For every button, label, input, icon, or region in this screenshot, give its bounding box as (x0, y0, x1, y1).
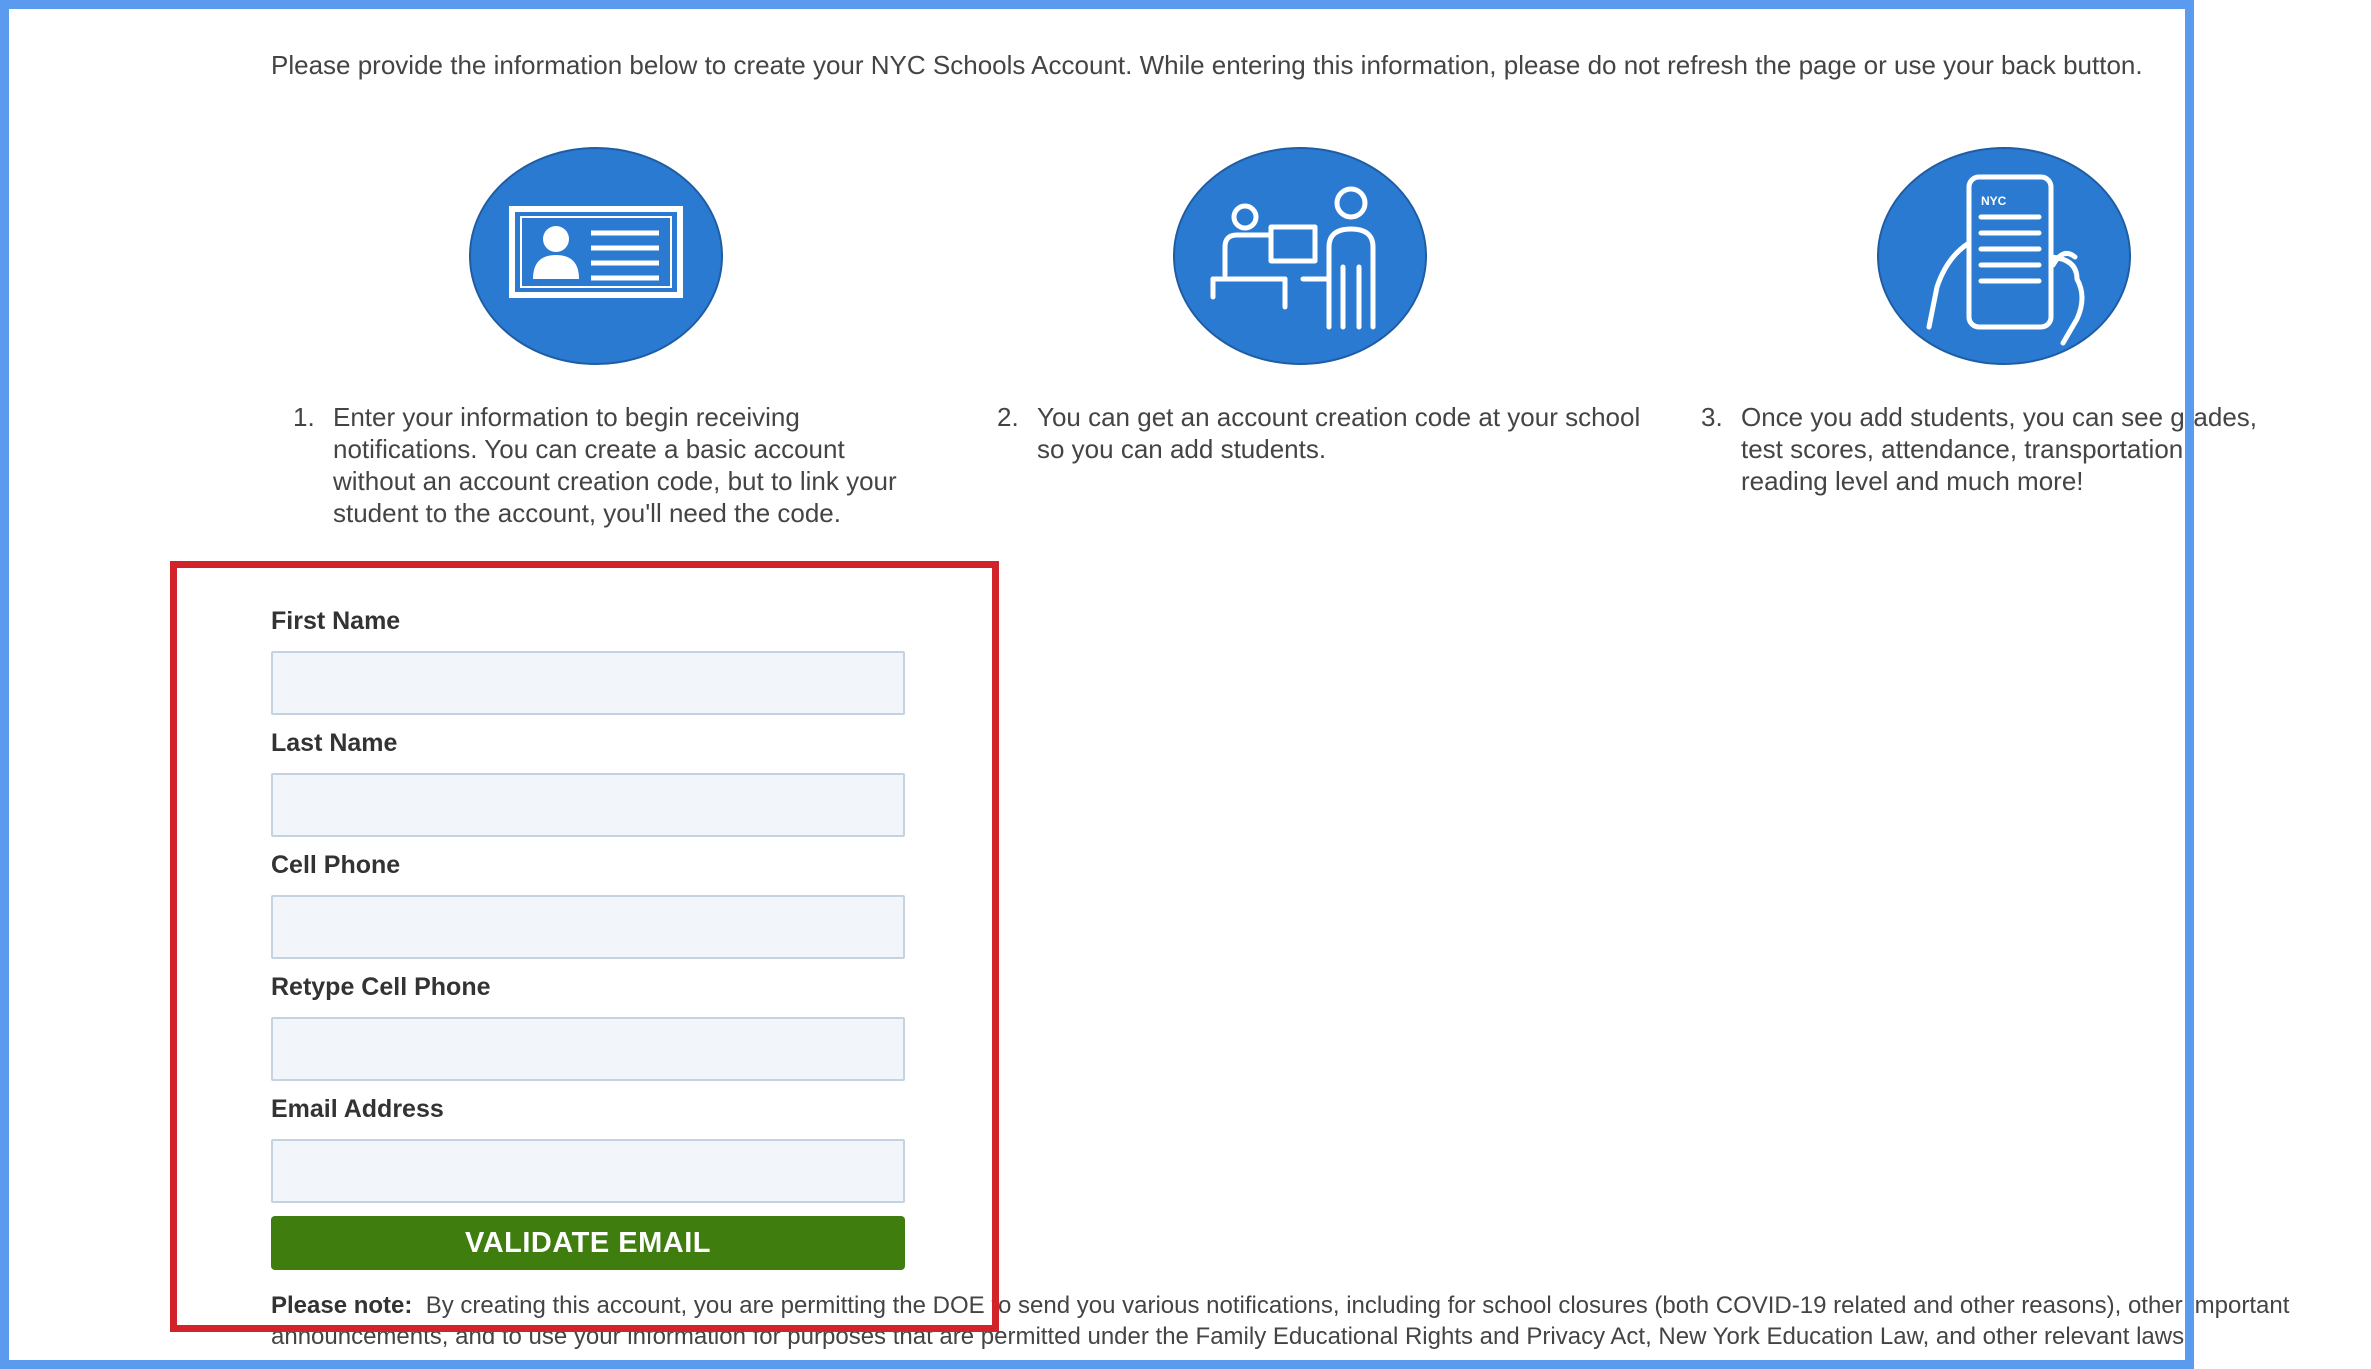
retype-cell-phone-label: Retype Cell Phone (271, 973, 491, 1001)
cell-phone-field (271, 849, 905, 959)
note-label: Please note: (271, 1292, 413, 1319)
retype-cell-phone-field (271, 971, 905, 1081)
step-text: Once you add students, you can see grades, test scores, attendance, transportation, reading level and much more! (1741, 402, 2258, 496)
people-at-desk-icon (1173, 147, 1427, 365)
phone-screen-label: NYC (1981, 194, 2007, 208)
cell-phone-label: Cell Phone (271, 851, 401, 879)
step-text: Enter your information to begin receiving notifications. You can create a basic account without an account creation code, but to link your student to the account, you'll need the code. (333, 402, 897, 528)
step-number: 2. (997, 402, 1019, 432)
first-name-label: First Name (271, 607, 401, 635)
id-card-icon (469, 147, 723, 365)
step-number: 3. (1701, 402, 1723, 432)
step-number: 1. (293, 402, 315, 432)
last-name-field (271, 727, 905, 837)
last-name-label: Last Name (271, 729, 398, 757)
cell-phone-input[interactable] (271, 895, 905, 959)
note-text: By creating this account, you are permitting the DOE to send you various notifications, including for school closures (both COVID-19 related and other reasons), other important announcements, and to use your information for purposes that are permitted under the Family Educational Rights and Privacy Act, New York Education Law, and other relevant laws. (271, 1292, 2290, 1350)
page-viewport (9, 9, 2290, 1360)
email-input[interactable] (271, 1139, 905, 1203)
first-name-input[interactable] (271, 651, 905, 715)
retype-cell-phone-input[interactable] (271, 1017, 905, 1081)
email-label: Email Address (271, 1095, 444, 1123)
step-text: You can get an account creation code at your school so you can add students. (1037, 402, 1641, 464)
first-name-field (271, 605, 905, 715)
validate-email-button[interactable]: VALIDATE EMAIL (271, 1216, 905, 1270)
last-name-input[interactable] (271, 773, 905, 837)
privacy-note (271, 1290, 2371, 1352)
hand-holding-phone-icon (1877, 147, 2131, 365)
email-field (271, 1093, 905, 1203)
intro-text: Please provide the information below to create your NYC Schools Account. While entering this information, please do not refresh the page or use your back button. (271, 50, 2143, 80)
